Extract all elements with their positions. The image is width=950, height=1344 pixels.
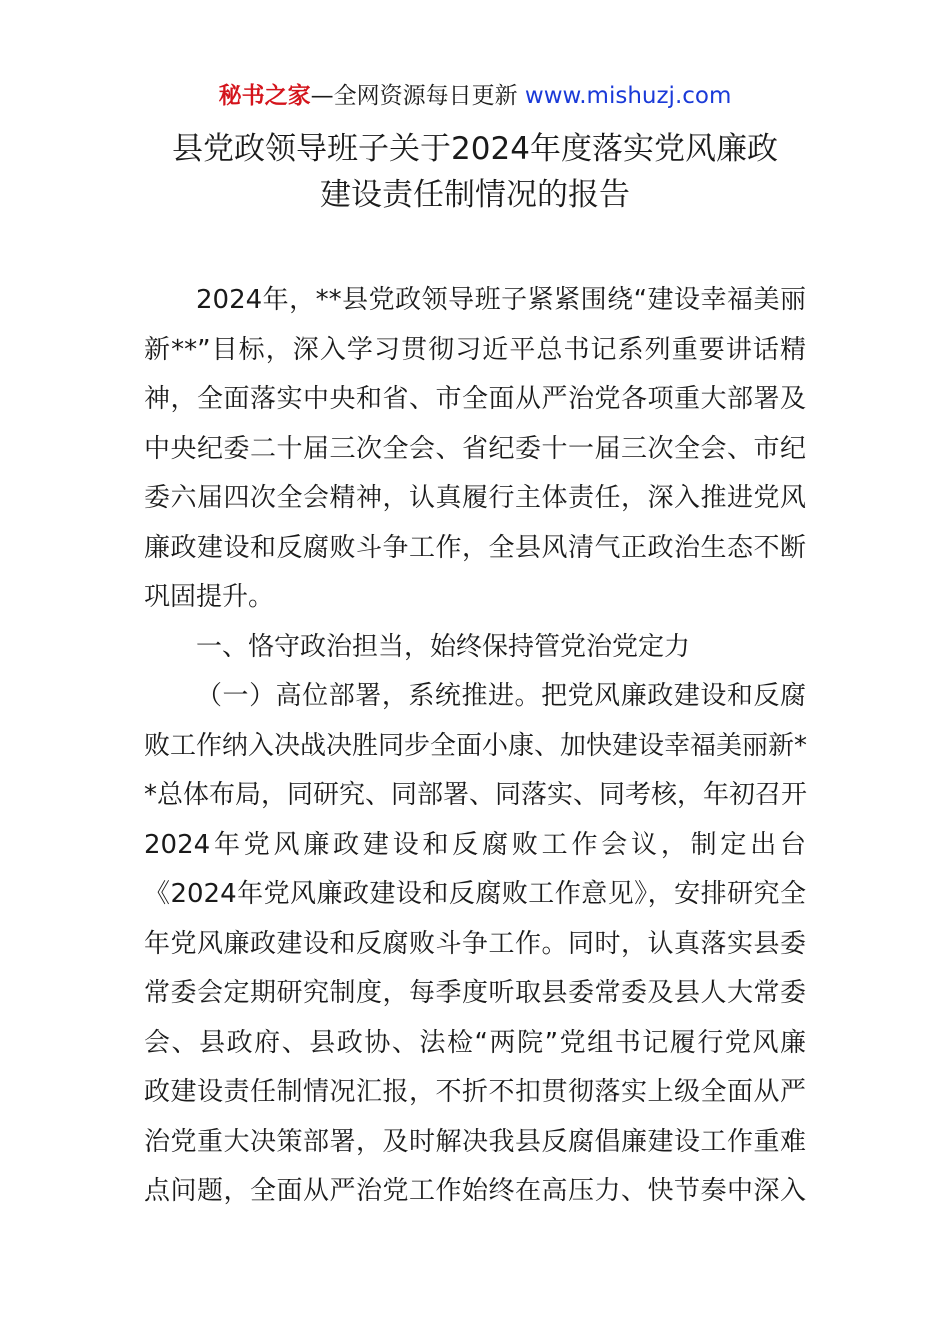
title-line-2: 建设责任制情况的报告 (320, 177, 630, 213)
section-heading: 一、恪守政治担当，始终保持管党治党定力 (196, 631, 691, 662)
paragraph-line: 败工作纳入决战决胜同步全面小康、加快建设幸福美丽新* (144, 730, 808, 761)
site-url-link[interactable]: www.mishuzj.com (524, 83, 732, 109)
site-tagline: —全网资源每日更新 (310, 83, 525, 109)
paragraph-line: 廉政建设和反腐败斗争工作，全县风清气正政治生态不断 (144, 532, 806, 563)
paragraph-line: 神，全面落实中央和省、市全面从严治党各项重大部署及 (144, 384, 806, 414)
paragraph-line: 2024年，**县党政领导班子紧紧围绕“建设幸福美丽 (196, 285, 806, 315)
paragraph-line: 委六届四次全会精神，认真履行主体责任，深入推进党风 (144, 483, 806, 513)
paragraph-line: 常委会定期研究制度，每季度听取县委常委及县人大常委 (144, 978, 806, 1008)
paragraph-line: 新**”目标，深入学习贯彻习近平总书记系列重要讲话精 (144, 334, 806, 365)
paragraph-line: 会、县政府、县政协、法检“两院”党组书记履行党风廉 (144, 1027, 806, 1058)
paragraph-line: 《2024年党风廉政建设和反腐败工作意见》，安排研究全 (144, 879, 806, 909)
title-line-1: 县党政领导班子关于2024年度落实党风廉政 (172, 131, 778, 167)
paragraph-line: 点问题，全面从严治党工作始终在高压力、快节奏中深入 (144, 1176, 806, 1206)
document-body (144, 276, 806, 1217)
paragraph-line: 政建设责任制情况汇报，不折不扣贯彻落实上级全面从严 (144, 1077, 806, 1107)
document-title (0, 126, 950, 218)
paragraph-line: 2024年党风廉政建设和反腐败工作会议，制定出台 (144, 829, 806, 860)
paragraph-line: 治党重大决策部署，及时解决我县反腐倡廉建设工作重难 (144, 1126, 806, 1157)
paragraph-line: 中央纪委二十届三次全会、省纪委十一届三次全会、市纪 (144, 433, 806, 464)
brand-name: 秘书之家 (218, 83, 311, 109)
site-header (0, 80, 950, 112)
paragraph-line: *总体布局，同研究、同部署、同落实、同考核，年初召开 (144, 780, 808, 810)
paragraph-line: 年党风廉政建设和反腐败斗争工作。同时，认真落实县委 (144, 928, 806, 959)
paragraph-line: 巩固提升。 (144, 582, 275, 612)
paragraph-line: （一）高位部署，系统推进。把党风廉政建设和反腐 (196, 681, 806, 711)
